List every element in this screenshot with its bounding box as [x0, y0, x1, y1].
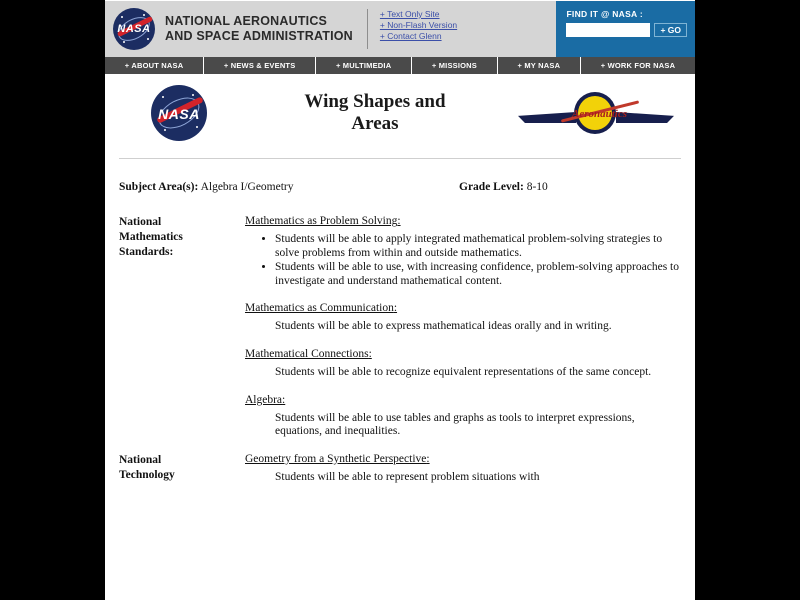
aeronautics-emblem-icon: [516, 90, 676, 136]
math-label-line-3: Standards:: [119, 246, 174, 258]
standard-heading-connections: Mathematical Connections:: [245, 347, 372, 360]
math-label-line-2: Mathematics: [119, 231, 183, 243]
agency-line-2: AND SPACE ADMINISTRATION: [165, 29, 353, 43]
link-non-flash-version[interactable]: + Non-Flash Version: [379, 20, 458, 30]
nav-item-multimedia[interactable]: + MULTIMEDIA: [316, 57, 412, 74]
standard-heading-problem-solving: Mathematics as Problem Solving:: [245, 215, 401, 227]
list-item: • Students will be able to use, with increasing confidence, problem-solving approaches to investigate and understand mathematical content.: [275, 261, 681, 288]
heading-text: Geometry from a Synthetic Perspective: [245, 452, 427, 465]
page-title: [239, 91, 511, 135]
subject-area-field: [119, 181, 459, 193]
math-label-line-1: National: [119, 216, 162, 228]
meatball-star: [192, 94, 194, 96]
link-contact-glenn[interactable]: + Contact Glenn: [379, 31, 442, 41]
link-text-only-site[interactable]: + Text Only Site: [379, 9, 440, 19]
nav-item-missions[interactable]: + MISSIONS: [412, 57, 498, 74]
meatball-star: [143, 14, 145, 16]
standard-heading-geometry-synthetic: Geometry from a Synthetic Perspective:: [245, 452, 430, 465]
meatball-star: [147, 38, 149, 40]
meatball-star: [121, 16, 123, 18]
heading-text: Algebra: [245, 393, 283, 406]
meatball-star: [196, 126, 198, 128]
search-row: [566, 23, 687, 37]
meatball-star: [162, 96, 164, 98]
site-masthead: [105, 0, 695, 57]
emblem-script-text: Aeronautics: [572, 108, 628, 120]
subject-area-value: Algebra I/Geometry: [200, 181, 294, 193]
standard-heading-algebra: Algebra:: [245, 393, 286, 406]
grade-level-value: 8-10: [526, 181, 548, 193]
geometry-paragraph: Students will be able to represent problem situations with: [275, 470, 540, 483]
math-standards-body: [241, 215, 681, 453]
nasa-page: [105, 0, 695, 600]
connections-paragraph: Students will be able to recognize equivalent representations of the same concept.: [275, 365, 652, 378]
math-standards-row: [119, 215, 681, 453]
main-navigation: [105, 57, 695, 74]
meatball-star: [123, 41, 125, 43]
grade-level-label: Grade Level:: [459, 181, 524, 193]
standard-heading-communication: Mathematics as Communication:: [245, 302, 398, 315]
title-band: [105, 74, 695, 152]
nav-item-news-events[interactable]: + NEWS & EVENTS: [204, 57, 316, 74]
search-panel: [556, 1, 695, 57]
search-input[interactable]: [566, 23, 650, 37]
lesson-meta: [119, 181, 681, 193]
agency-line-1: NATIONAL AERONAUTICS: [165, 14, 328, 28]
algebra-paragraph: Students will be able to use tables and graphs as tools to interpret expressions, equations, and inequalities.: [275, 411, 635, 438]
page-title-line-2: Areas: [351, 113, 399, 134]
heading-text: Mathematics as Problem Solving: [245, 215, 398, 227]
page-title-line-1: Wing Shapes and: [304, 91, 446, 112]
search-go-button[interactable]: + GO: [654, 23, 687, 37]
title-left-logo: [119, 85, 239, 141]
tech-standards-row: [119, 453, 681, 499]
agency-name: [165, 14, 353, 44]
title-right-emblem: [511, 90, 681, 136]
heading-text: Mathematical Connections: [245, 347, 369, 360]
tech-label-line-1: National: [119, 453, 162, 466]
masthead-branding[interactable]: [105, 1, 353, 57]
nav-item-my-nasa[interactable]: + MY NASA: [498, 57, 581, 74]
nasa-meatball-large-icon: [151, 85, 207, 141]
tech-label-line-2: Technology: [119, 468, 175, 481]
tech-standards-body: [241, 453, 681, 499]
nasa-meatball-logo-icon[interactable]: [113, 8, 155, 50]
communication-paragraph: Students will be able to express mathematical ideas orally and in writing.: [275, 320, 612, 333]
nav-item-work-for-nasa[interactable]: + WORK FOR NASA: [600, 61, 676, 70]
lesson-content: [105, 159, 695, 498]
problem-solving-bullets: [245, 233, 681, 288]
list-item: • Students will be able to apply integrated mathematical problem-solving strategies to solve problems from within and outside mathematics.: [275, 233, 681, 260]
find-it-text: FIND IT @ NASA :: [566, 9, 643, 19]
search-label: [566, 9, 687, 19]
heading-text: Mathematics as Communication: [245, 302, 394, 315]
subject-area-label: Subject Area(s):: [119, 181, 199, 193]
tech-standards-label: [119, 453, 241, 483]
meatball-wordmark: NASA: [117, 23, 151, 35]
meatball-star: [164, 129, 166, 131]
meatball-wordmark: NASA: [158, 106, 200, 122]
nav-item-about-nasa[interactable]: + ABOUT NASA: [105, 57, 204, 74]
masthead-links: [368, 1, 557, 57]
math-standards-label: [119, 215, 241, 260]
grade-level-field: [459, 181, 681, 193]
